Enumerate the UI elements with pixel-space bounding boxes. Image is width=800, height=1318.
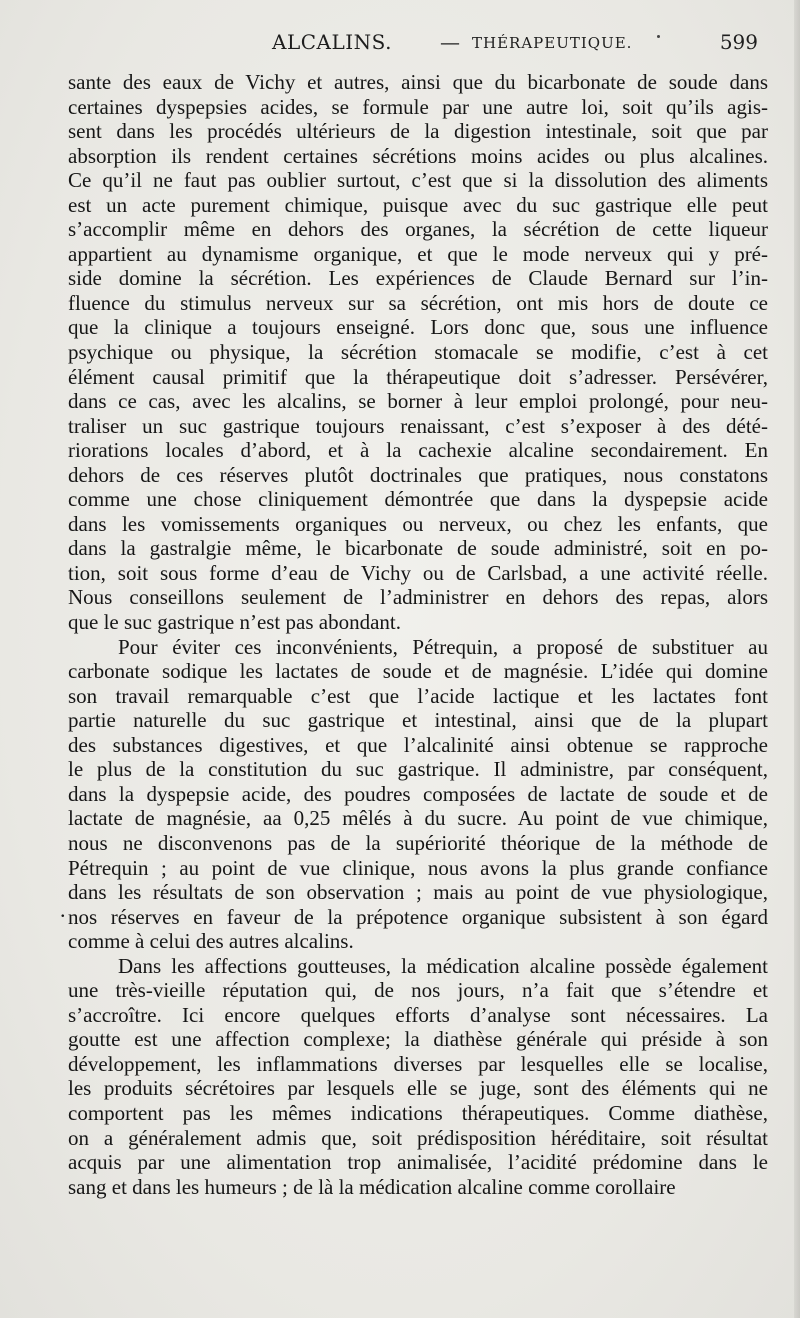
text-line: élément causal primitif que la thérapeutique doit s’adresser. Persévérer,: [68, 364, 768, 389]
text-line: certaines dyspepsies acides, se formule par une autre loi, soit qu’ils agis-: [68, 94, 768, 119]
text-line: s’accomplir même en dehors des organes, la sécrétion de cette liqueur: [68, 217, 768, 242]
running-title: ALCALINS.: [272, 30, 392, 54]
text-line: le plus de la constitution du suc gastrique. Il administre, par conséquent,: [68, 757, 768, 782]
body-text: [68, 70, 768, 1199]
text-line: est un acte purement chimique, puisque avec du suc gastrique elle peut: [68, 192, 768, 217]
margin-mark: .: [60, 897, 66, 922]
running-header: [68, 30, 768, 64]
text-line: Ce qu’il ne faut pas oublier surtout, c’est que si la dissolution des aliments: [68, 168, 768, 193]
text-line: sante des eaux de Vichy et autres, ainsi que du bicarbonate de soude dans: [68, 70, 768, 94]
text-line: que le suc gastrique n’est pas abondant.: [68, 610, 401, 635]
text-line: dehors de ces réserves plutôt doctrinales que pratiques, nous constatons: [68, 462, 768, 487]
text-line: goutte est une affection complexe; la diathèse générale qui préside à son: [68, 1027, 768, 1052]
page-edge: [794, 0, 800, 1318]
text-line: appartient au dynamisme organique, et que le mode nerveux qui y pré-: [68, 241, 768, 266]
text-line: dans les vomissements organiques ou nerveux, ou chez les enfants, que: [68, 511, 768, 536]
text-line: nous ne disconvenons pas de la supériorité théorique de la méthode de: [68, 830, 768, 855]
text-line: Nous conseillons seulement de l’administrer en dehors des repas, alors: [68, 585, 768, 610]
text-line: sang et dans les humeurs ; de là la médication alcaline comme corollaire: [68, 1174, 676, 1199]
text-line: side domine la sécrétion. Les expériences de Claude Bernard sur l’in-: [68, 266, 768, 291]
text-line: on a généralement admis que, soit prédisposition héréditaire, soit résultat: [68, 1125, 768, 1150]
text-line: comme à celui des autres alcalins.: [68, 929, 354, 954]
text-line: Dans les affections goutteuses, la médication alcaline possède également: [118, 953, 768, 978]
text-line: absorption ils rendent certaines sécrétions moins acides ou plus alcalines.: [68, 143, 768, 168]
paragraph: [68, 70, 768, 635]
paragraph: [68, 954, 768, 1199]
text-line: comportent pas les mêmes indications thérapeutiques. Comme diathèse,: [68, 1100, 768, 1125]
ink-speck: [657, 35, 660, 38]
text-line: des substances digestives, et que l’alcalinité ainsi obtenue se rapproche: [68, 732, 768, 757]
text-line: les produits sécrétoires par lesquels elle se juge, sont des éléments qui ne: [68, 1076, 768, 1101]
text-line: Pour éviter ces inconvénients, Pétrequin, a proposé de substituer au: [118, 634, 768, 659]
text-line: carbonate sodique les lactates de soude et de magnésie. L’idée qui domine: [68, 659, 768, 684]
text-line: riorations locales d’abord, et à la cachexie alcaline secondairement. En: [68, 438, 768, 463]
text-line: traliser un suc gastrique toujours renaissant, c’est s’exposer à des dété-: [68, 413, 768, 438]
text-line: son travail remarquable c’est que l’acide lactique et les lactates font: [68, 683, 768, 708]
text-line: dans la dyspepsie acide, des poudres composées de lactate de soude et de: [68, 781, 768, 806]
text-line: tion, soit sous forme d’eau de Vichy ou de Carlsbad, a une activité réelle.: [68, 560, 768, 585]
text-line: dans la gastralgie même, le bicarbonate de soude administré, soit en po-: [68, 536, 768, 561]
text-line: comme une chose cliniquement démontrée que dans la dyspepsie acide: [68, 487, 768, 512]
text-line: Pétrequin ; au point de vue clinique, nous avons la plus grande confiance: [68, 855, 768, 880]
text-line: partie naturelle du suc gastrique et intestinal, ainsi que de la plupart: [68, 708, 768, 733]
text-line: sent dans les procédés ultérieurs de la digestion intestinale, soit que par: [68, 119, 768, 144]
text-line: psychique ou physique, la sécrétion stomacale se modifie, c’est à cet: [68, 340, 768, 365]
text-line: acquis par une alimentation trop animalisée, l’acidité prédomine dans le: [68, 1150, 768, 1175]
running-subtitle: THÉRAPEUTIQUE.: [472, 34, 633, 52]
text-line: une très-vieille réputation qui, de nos jours, n’a fait que s’étendre et: [68, 978, 768, 1003]
page-number: 599: [719, 30, 758, 54]
header-separator: —: [440, 30, 460, 54]
paragraph: [68, 635, 768, 954]
text-line: fluence du stimulus nerveux sur sa sécrétion, ont mis hors de doute ce: [68, 290, 768, 315]
text-line: dans les résultats de son observation ; mais au point de vue physiologique,: [68, 880, 768, 905]
text-line: s’accroître. Ici encore quelques efforts d’analyse sont nécessaires. La: [68, 1002, 768, 1027]
text-line: dans ce cas, avec les alcalins, se borner à leur emploi prolongé, pour neu-: [68, 389, 768, 414]
text-line: lactate de magnésie, aa 0,25 mêlés à du sucre. Au point de vue chimique,: [68, 806, 768, 831]
text-line: développement, les inflammations diverses par lesquelles elle se localise,: [68, 1051, 768, 1076]
text-line: que la clinique a toujours enseigné. Lors donc que, sous une influence: [68, 315, 768, 340]
text-line: nos réserves en faveur de la prépotence organique subsistent à son égard: [68, 904, 768, 929]
